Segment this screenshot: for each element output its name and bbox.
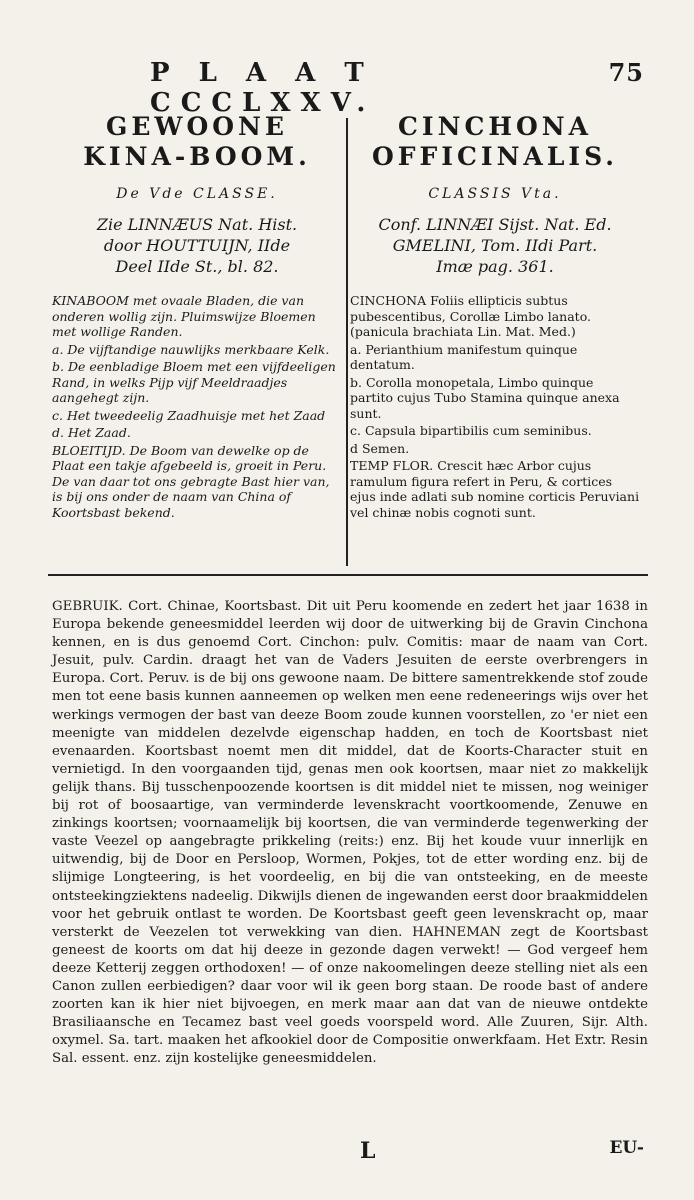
section-rule	[48, 574, 648, 576]
dutch-column	[52, 112, 342, 522]
latin-ref-line-3: Imæ pag. 361.	[436, 257, 554, 276]
dutch-description	[52, 293, 342, 520]
dutch-ref-line-3: Deel IIde St., bl. 82.	[115, 257, 279, 276]
catchword: EU-	[609, 1138, 644, 1158]
latin-desc-a: a. Perianthium manifestum quinque dentatum.	[350, 341, 578, 372]
dutch-desc-c: c. Het tweedeelig Zaadhuisje met het Zaad	[52, 407, 326, 423]
plate-title: P L A A T CCCLXXV.	[150, 58, 376, 118]
dutch-ref-line-1: Zie LINNÆUS Nat. Hist.	[96, 215, 298, 234]
latin-classis: CLASSIS Vta.	[428, 186, 562, 202]
page-header	[150, 58, 644, 118]
column-divider	[346, 118, 348, 566]
signature-mark: L	[360, 1138, 376, 1164]
dutch-ref-line-2: door HOUTTUIJN, IIde	[103, 236, 291, 255]
gebruik-paragraph: GEBRUIK. Cort. Chinae, Koortsbast. Dit uit Peru koomende en zedert het jaar 1638 in Europa bekende geneesmiddel leerden wij door de uitwerking bij de Gravin Cinchona kennen, en is dus genoemd Cort. Cinchon: pulv. Comitis: maar de naam van Cort. Jesuit, pulv. Cardin. draagt het van de Vaders Jesuiten de eerste overbrengers in Europa. Cort. Peruv. is de bij ons gewoone naam. De bittere samentrekkende stof zoude men tot eene basis kunnen aanneemen op welken men eene redeneerings wijs over het werkings vermogen der bast van deeze Boom zoude kunnen voorstellen, zo 'er niet een meenigte van middelen dezelvde eigenschap hadden, en toch de Koortsbast niet evenaarden. Koortsbast noemt men dit middel, dat de Koorts-Character stuit en vernietigd. In den voorgaanden tijd, genas men ook koortsen, maar niet zo makkelijk gelijk thans. Bij tusschenpoozende koortsen is dit middel niet te missen, nog weiniger bij rot of boosaartige, van verminderde levenskracht voortkoomende, Zenuwe en zinkings koortsen; voornaamelijk bij koortsen, die van verminderde tegenwerking der vaste Veezel op aangebragte prikkeling (reits:) enz. Bij het koude vuur innerlijk en uitwendig, bij de Door en Persloop, Wormen, Pokjes, tot de etter wording enz. bij de slijmige Longteering, is het voordeelig, en bij die van ontsteeking, en de meeste ontsteekingziektens nadeelig. Dikwijls dienen de ingewanden eerst door braakmiddelen voor het gebruik ontlast te worden. De Koortsbast geeft geen levenskracht op, maar versterkt de Veezelen tot verwekking van dien. HAHNEMAN zegt de Koortsbast geneest de koorts om dat hij deeze in gezonde dagen verwekt! — God vergeef hem deeze Ketterij zeggen orthodoxen! — of onze nakoomelingen deeze stelling niet als een Canon zullen eerbiedigen? daar voor wil ik geen borg staan. De roode bast of andere zoorten kan ik hier niet bijvoegen, en merk maar aan dat van de nieuwe ontdekte Brasiliaansche en Tecamez bast veel goeds voorspeld word. Alle Zuuren, Sijr. Alth. oxymel. Sa. tart. maaken het afkookiel door de Compositie onwerkfaam. Het Extr. Resin Sal. essent. enz. zijn kostelijke geneesmiddelen.	[52, 599, 648, 1067]
latin-column	[350, 112, 640, 522]
dutch-bloeitijd: BLOEITIJD. De Boom van dewelke op de Plaat een takje afgebeeld is, groeit in Peru. De van daar tot ons gebragte Bast hier van, is bij ons onder de naam van China of Koortsbast bekend.	[52, 442, 330, 520]
dutch-reference	[52, 214, 342, 277]
page-number: 75	[608, 58, 644, 87]
dutch-desc-d: d. Het Zaad.	[52, 425, 131, 440]
dutch-classe: De Vde CLASSE.	[116, 186, 278, 202]
latin-title-line-2: OFFICINALIS.	[372, 142, 618, 171]
latin-desc-main: CINCHONA Foliis ellipticis subtus pubescentibus, Corollæ Limbo lanato. (panicula brachiata Lin. Mat. Med.)	[350, 293, 591, 339]
dutch-desc-main: KINABOOM met ovaale Bladen, die van onderen wollig zijn. Pluimswijze Bloemen met wollige Randen.	[52, 293, 316, 339]
latin-desc-d: d Semen.	[350, 440, 410, 456]
latin-desc-c: c. Capsula bipartibilis cum seminibus.	[350, 423, 592, 438]
page-footer	[360, 1138, 644, 1164]
dutch-title-line-1: GEWOONE	[106, 112, 288, 141]
latin-ref-line-1: Conf. LINNÆI Sijst. Nat. Ed.	[378, 215, 612, 234]
dutch-title-line-2: KINA-BOOM.	[83, 142, 311, 171]
latin-reference	[350, 214, 640, 277]
latin-description	[350, 293, 640, 520]
dutch-desc-b: b. De eenbladige Bloem met een vijfdeeligen Rand, in welks Pijp vijf Meeldraadjes aangehegt zijn.	[52, 359, 336, 405]
latin-desc-b: b. Corolla monopetala, Limbo quinque partito cujus Tubo Stamina quinque anexa sunt.	[350, 374, 620, 421]
dutch-desc-a: a. De vijftandige nauwlijks merkbaare Kelk.	[52, 341, 330, 357]
latin-ref-line-2: GMELINI, Tom. IIdi Part.	[392, 236, 598, 255]
latin-title-line-1: CINCHONA	[398, 112, 592, 141]
latin-temp-flor: TEMP FLOR. Crescit hæc Arbor cujus ramulum figura refert in Peru, & cortices ejus inde adlati sub nomine corticis Peruviani vel chinæ nobis cognoti sunt.	[350, 458, 640, 520]
